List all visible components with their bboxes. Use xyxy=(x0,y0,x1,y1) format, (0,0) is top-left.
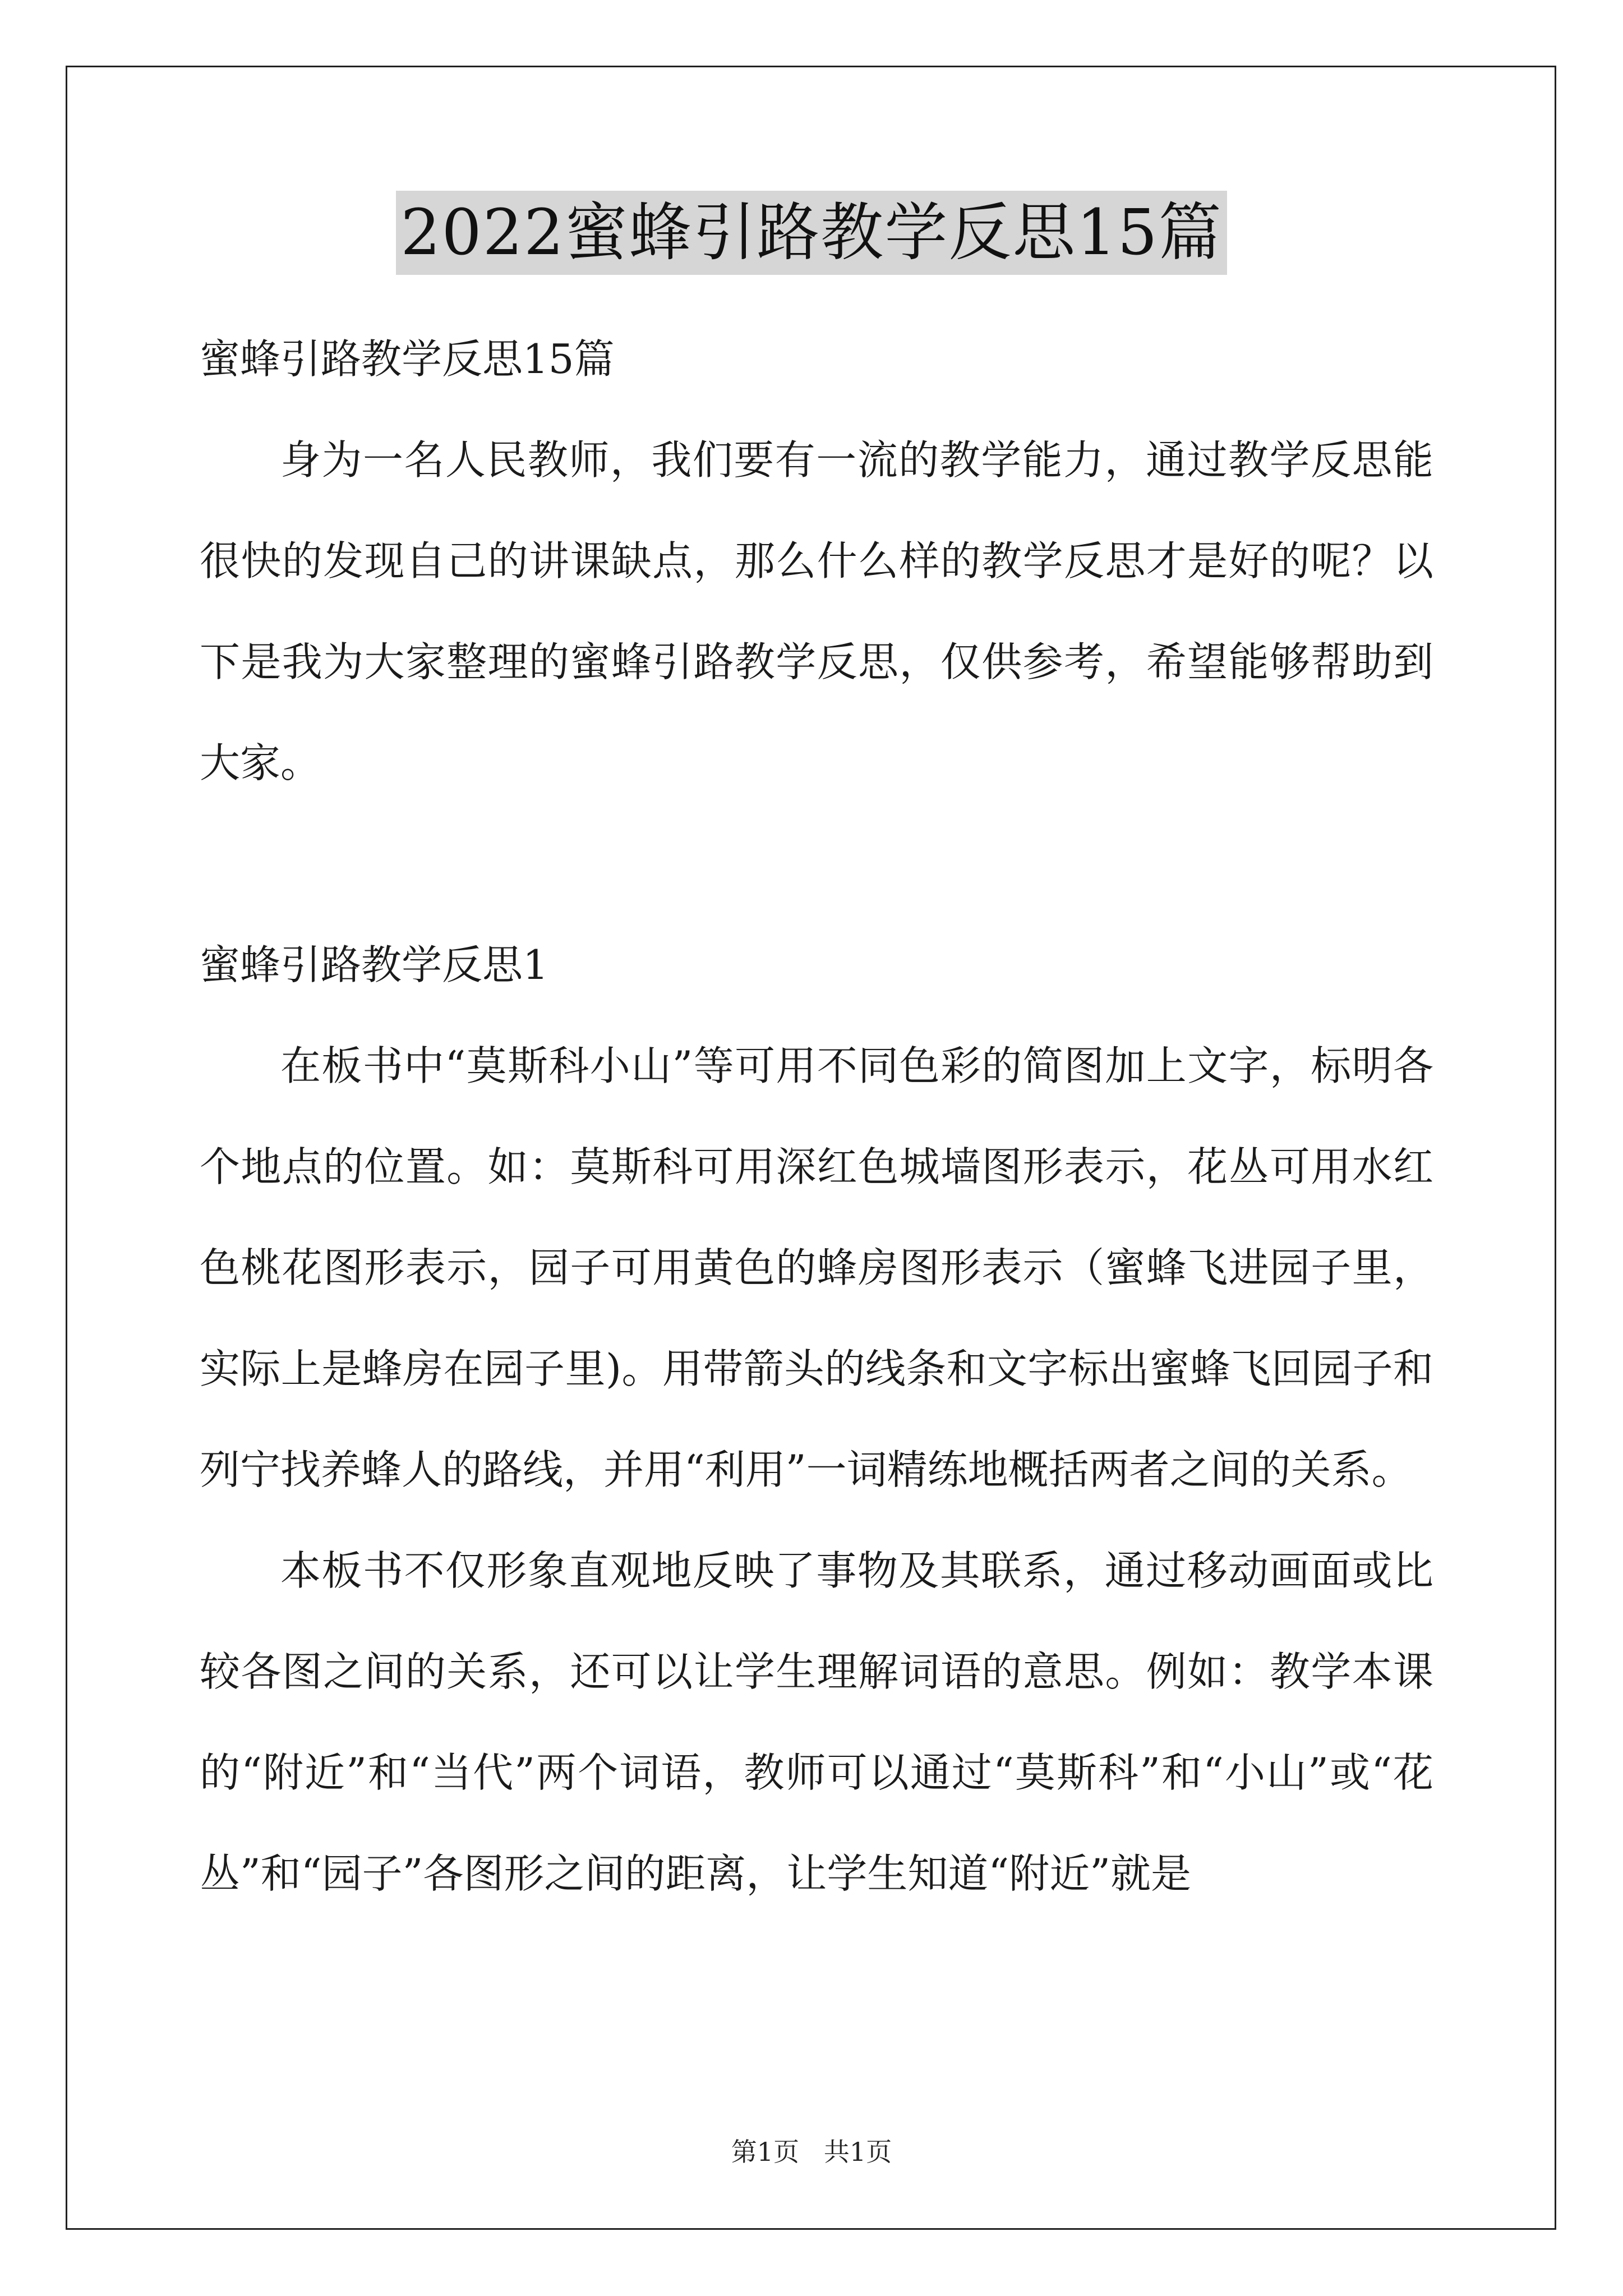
intro-paragraph: 身为一名人民教师，我们要有一流的教学能力，通过教学反思能很快的发现自己的讲课缺点，那么什么样的教学反思才是好的呢？以下是我为大家整理的蜜蜂引路教学反思，仅供参考，希望能够帮助到大家。 xyxy=(200,436,1433,786)
document-subtitle: 蜜蜂引路教学反思15篇 xyxy=(200,335,615,383)
page-number: 第1页 共1页 xyxy=(731,2137,892,2167)
document-body xyxy=(200,309,1433,1924)
section-spacer xyxy=(200,813,1433,914)
section-heading: 蜜蜂引路教学反思1 xyxy=(200,941,548,988)
body-paragraph: 本板书不仅形象直观地反映了事物及其联系，通过移动画面或比较各图之间的关系，还可以让学生理解词语的意思。例如：教学本课的“附近”和“当代”两个词语，教师可以通过“莫斯科”和“小山”或“花丛”和“园子”各图形之间的距离，让学生知道“附近”就是 xyxy=(200,1547,1433,1897)
title-wrap xyxy=(0,191,1623,275)
body-paragraph: 在板书中“莫斯科小山”等可用不同色彩的简图加上文字，标明各个地点的位置。如：莫斯科可用深红色城墙图形表示，花丛可用水红色桃花图形表示，园子可用黄色的蜂房图形表示（蜜蜂飞进园子里，实际上是蜂房在园子里)。用带箭头的线条和文字标出蜜蜂飞回园子和列宁找养蜂人的路线，并用“利用”一词精练地概括两者之间的关系。 xyxy=(200,1042,1433,1493)
document-title: 2022蜜蜂引路教学反思15篇 xyxy=(396,191,1227,275)
page-footer xyxy=(0,2132,1623,2169)
